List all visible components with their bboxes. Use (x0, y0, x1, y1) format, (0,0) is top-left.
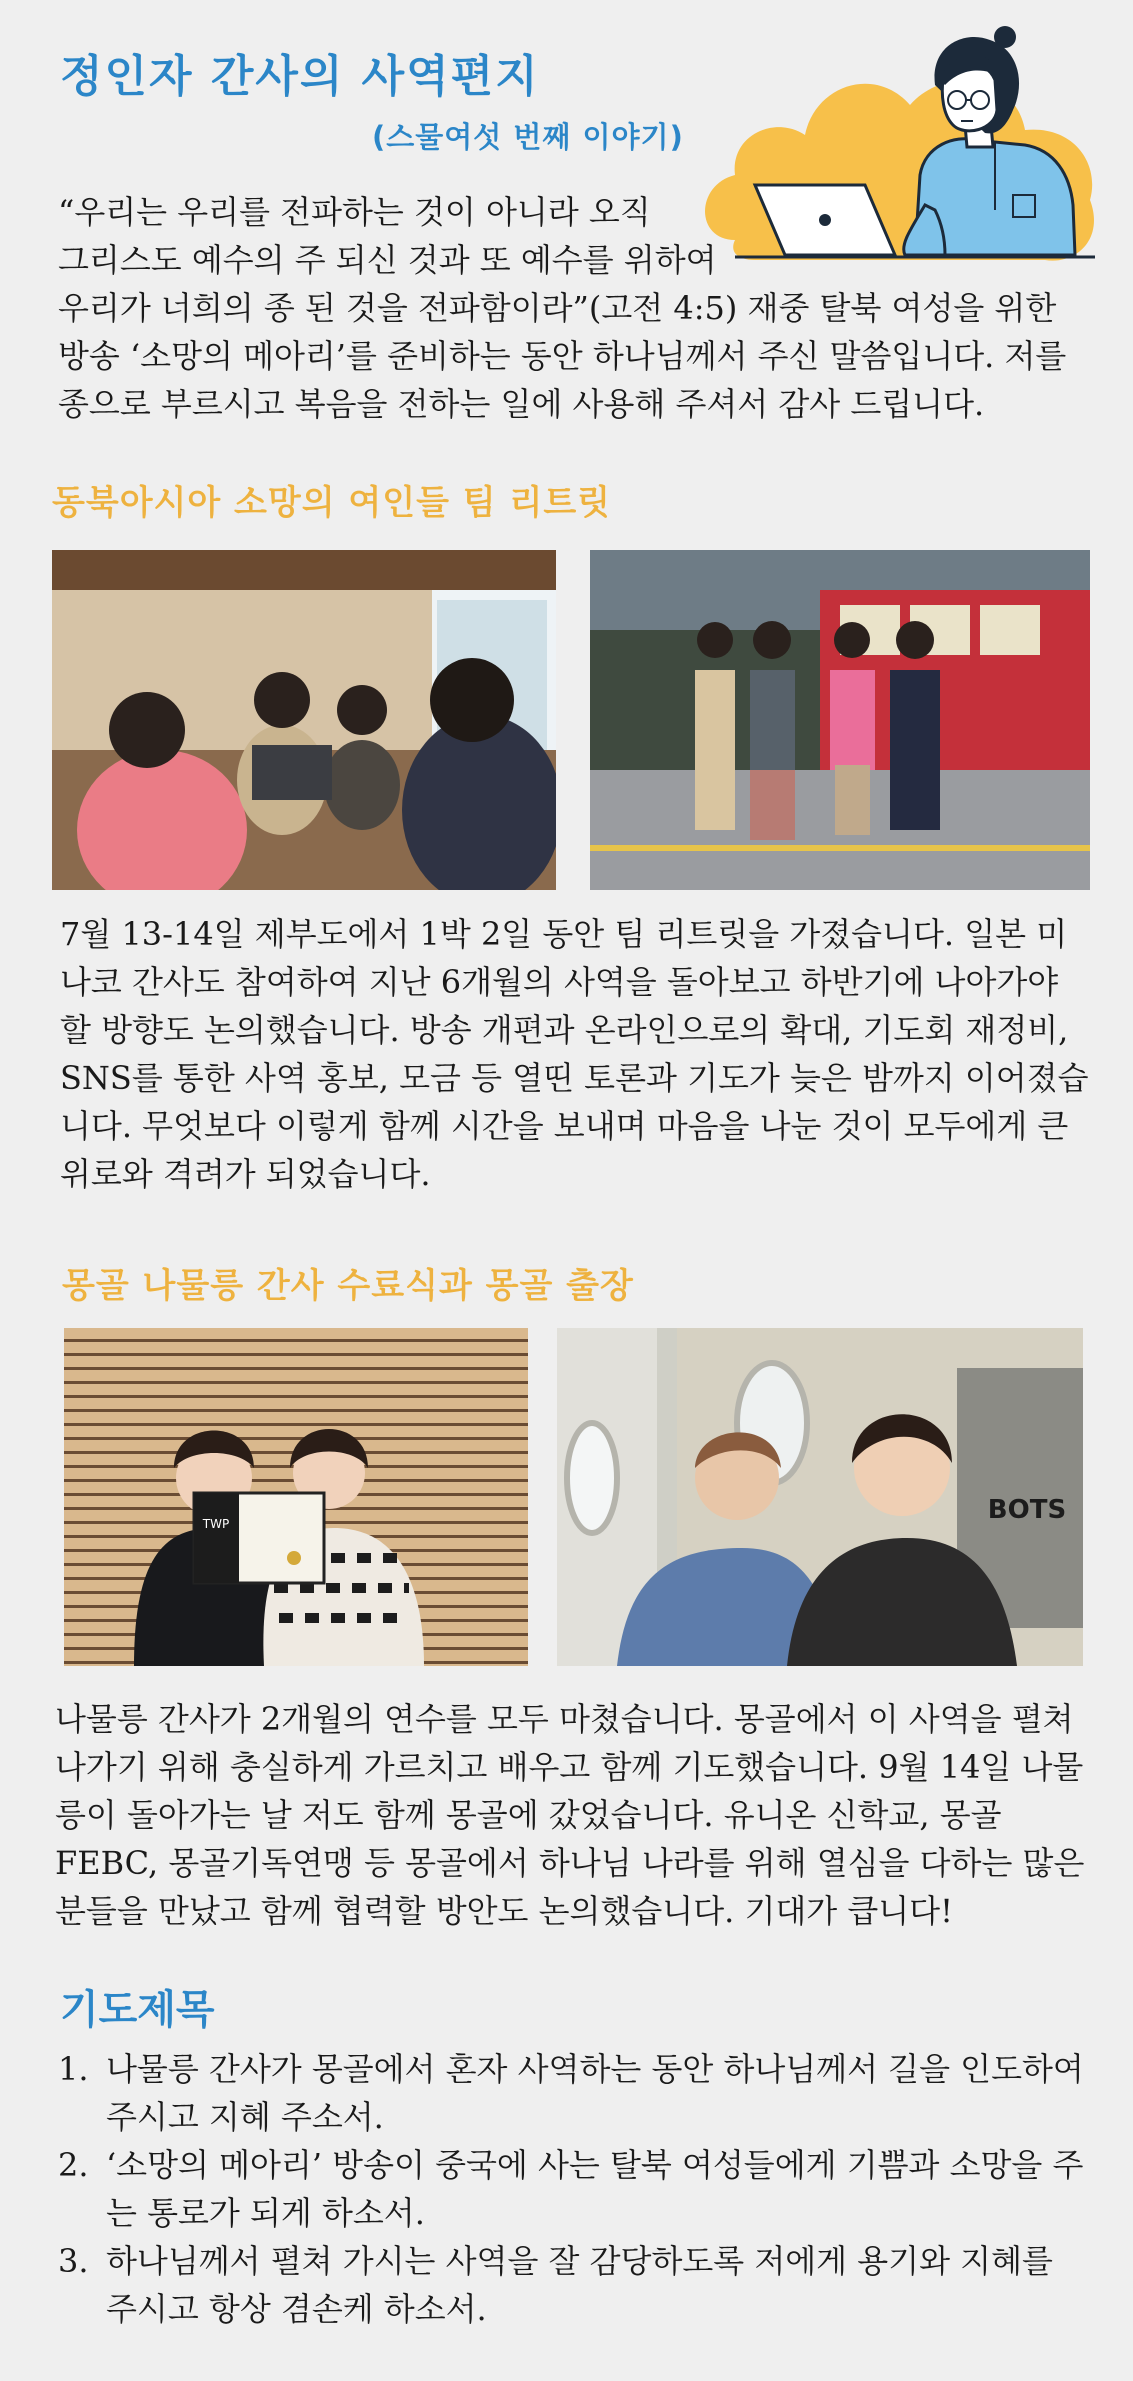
prayer-item (58, 2141, 1088, 2237)
airplane-photo (557, 1328, 1083, 1666)
retreat-photo-group (590, 550, 1090, 890)
prayer-heading: 기도제목 (60, 1987, 215, 2033)
intro-rest: 우리가 너희의 종 된 것을 전파함이라”(고전 4:5) 재중 탈북 여성을 위한 방송 ‘소망의 메아리’를 준비하는 동안 하나님께서 주신 말씀입니다. 저를 종으로 부르시고 복음을 전하는 일에 사용해 주셔서 감사 드립니다. (58, 289, 1067, 423)
intro-paragraph (58, 188, 1083, 428)
prayer-item-number: 3. (58, 2242, 89, 2280)
page-subtitle: (스물여섯 번째 이야기) (372, 120, 684, 154)
section-heading-retreat: 동북아시아 소망의 여인들 팀 리트릿 (52, 483, 612, 523)
intro-line-2: 그리스도 예수의 주 되신 것과 또 예수를 위하여 (58, 241, 717, 279)
prayer-item-number: 1. (58, 2050, 89, 2088)
section-heading-mongolia: 몽골 나물릉 간사 수료식과 몽골 출장 (62, 1266, 634, 1306)
retreat-paragraph: 7월 13-14일 제부도에서 1박 2일 동안 팀 리트릿을 가졌습니다. 일본 미나코 간사도 참여하여 지난 6개월의 사역을 돌아보고 하반기에 나아가야 할 방향도 논의했습니다. 방송 개편과 온라인으로의 확대, 기도회 재정비, SNS를 통한 사역 홍보, 모금 등 열띤 토론과 기도가 늦은 밤까지 이어졌습니다. 무엇보다 이렇게 함께 시간을 보내며 마음을 나눈 것이 모두에게 큰 위로와 격려가 되었습니다. (60, 915, 1089, 1193)
retreat-photo-meeting (52, 550, 556, 890)
prayer-item (58, 2237, 1088, 2333)
prayer-item-number: 2. (58, 2146, 89, 2184)
page-title: 정인자 간사의 사역편지 (60, 51, 540, 102)
prayer-item-text: 하나님께서 펼쳐 가시는 사역을 잘 감당하도록 저에게 용기와 지혜를 주시고 항상 겸손케 하소서. (106, 2242, 1053, 2328)
prayer-item (58, 2045, 1088, 2141)
prayer-item-text: 나물릉 간사가 몽골에서 혼자 사역하는 동안 하나님께서 길을 인도하여 주시고 지혜 주소서. (106, 2050, 1084, 2136)
certificate-logo: TWP (202, 1517, 230, 1531)
seat-lettering: BOTS (987, 1495, 1067, 1525)
prayer-list (58, 2045, 1088, 2333)
graduation-photo (64, 1328, 528, 1666)
intro-line-1: “우리는 우리를 전파하는 것이 아니라 오직 (58, 193, 651, 231)
prayer-item-text: ‘소망의 메아리’ 방송이 중국에 사는 탈북 여성들에게 기쁨과 소망을 주는 통로가 되게 하소서. (106, 2146, 1084, 2232)
mongolia-paragraph: 나물릉 간사가 2개월의 연수를 모두 마쳤습니다. 몽골에서 이 사역을 펼쳐나가기 위해 충실하게 가르치고 배우고 함께 기도했습니다. 9월 14일 나물릉이 돌아가는 날 저도 함께 몽골에 갔었습니다. 유니온 신학교, 몽골 FEBC, 몽골기독연맹 등 몽골에서 하나님 나라를 위해 열심을 다하는 많은 분들을 만났고 함께 협력할 방안도 논의했습니다. 기대가 큽니다! (55, 1700, 1085, 1930)
